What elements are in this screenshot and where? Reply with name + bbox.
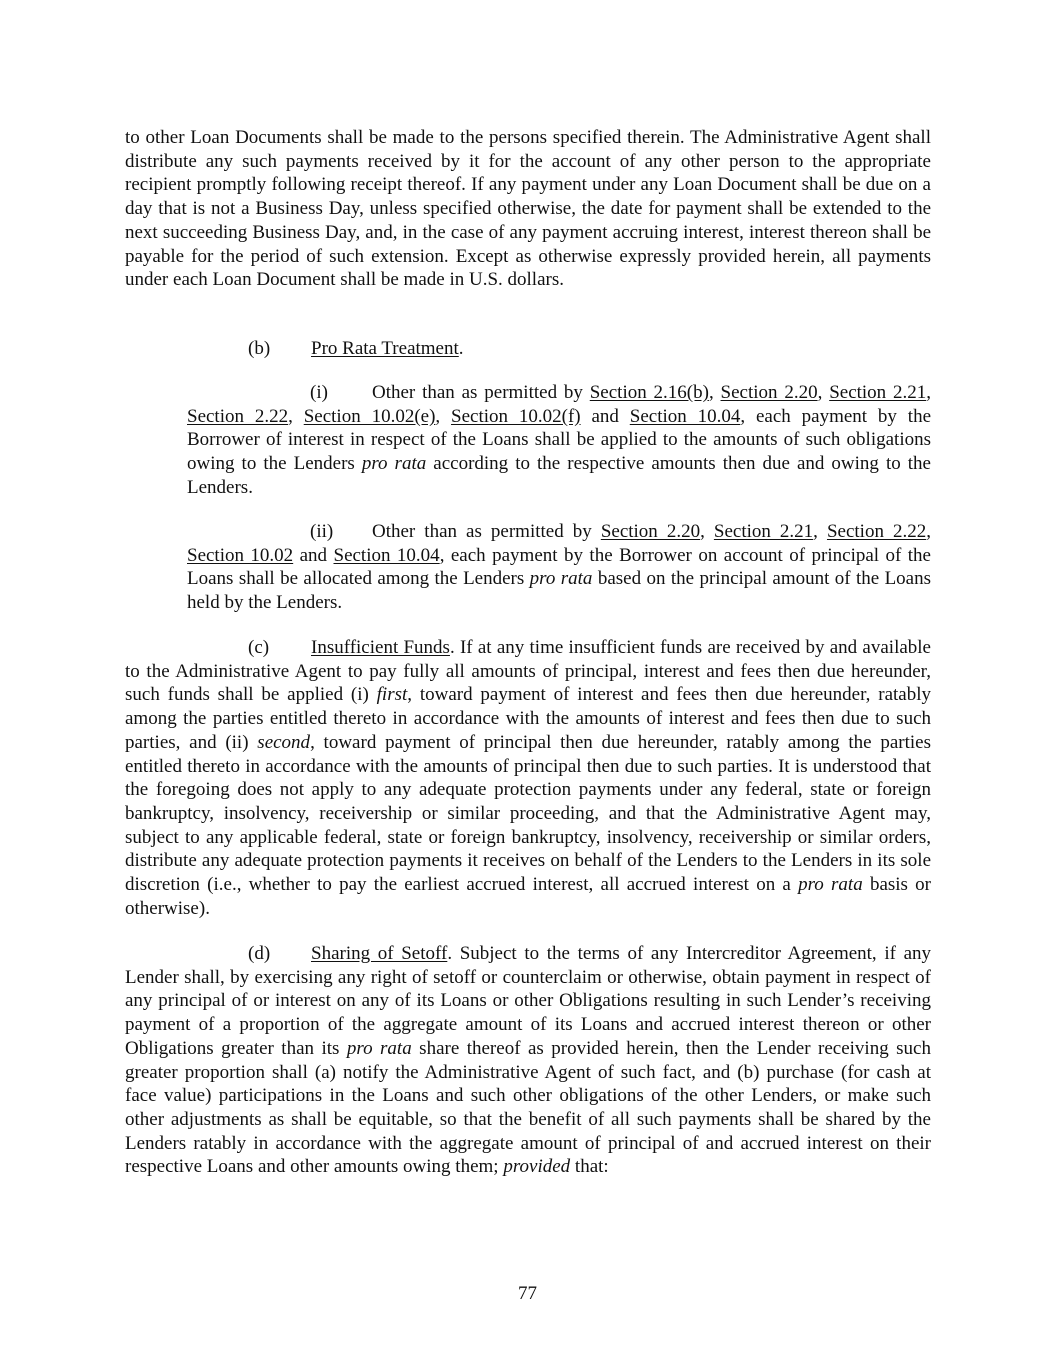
paragraph-c-insufficient-funds [125,636,931,920]
paragraph-label: (c) [248,637,270,658]
text-run: based on the principal amount of the Loans held by the Lenders. [187,568,932,614]
paragraph-b-ii [187,520,931,615]
cross-reference: Section 2.21 [713,521,814,542]
cross-reference: Insufficient Funds [311,637,450,658]
cross-reference: Section 10.02 [187,544,294,566]
paragraph-d-sharing-of-setoff [125,942,931,1179]
text-run: Other than as permitted by [372,382,590,403]
text-run: . [458,338,464,359]
paragraph-label: (d) [248,943,271,964]
cross-reference: Pro Rata Treatment [311,338,459,359]
text-run: , [700,521,714,542]
text-run: basis or otherwise). [125,874,932,919]
text-run: , each payment by the Borrower on account of principal of the Loans shall be allocated among the Lenders [187,544,931,590]
cross-reference: Section 2.22 [187,405,289,427]
paragraph-label: (ii) [310,521,334,542]
cross-reference: Section 10.02(e) [303,405,436,427]
paragraph-label: (i) [310,382,328,403]
text-run: and [293,544,334,566]
text-run: to other Loan Documents shall be made to the persons specified therein. The Administrative Agent shall distribute any such payments received by it for the account of any other person to the appropriate recipient promptly following receipt thereof. If any payment under any Loan Document shall be due on a day that is not a Business Day, unless specified otherwise, the date for payment shall be extended to the next succeeding Business Day, and, in the case of any payment accruing interest, interest thereon shall be payable for the period of such extension. Except as otherwise expressly provided herein, all payments under each Loan Document shall be made in U.S. dollars. [125,127,931,291]
text-run: . If at any time insufficient funds are received by and available to the Administrative Agent to pay fully all amounts of principal, interest and fees then due hereunder, such funds shall be applied (i) [125,637,931,706]
italic-term: pro rata [361,453,427,475]
text-run: , toward payment of interest and fees then due hereunder, ratably among the parties entitled thereto in accordance with the amounts of interest and fees then due to such parties, and (ii) [125,684,931,753]
paragraph-label: (b) [248,338,271,359]
text-run: share thereof as provided herein, then the Lender receiving such greater proportion shall (a) notify the Administrative Agent of such fact, and (b) purchase (for cash at face value) participations in the Loans and such other obligations of the other Lenders, or make such other adjustments as shall be equitable, so that the benefit of all such payments shall be shared by the Lenders ratably in accordance with the aggregate amount of principal of and accrued interest on their respective Loans and other amounts owing them; [125,1037,931,1178]
text-run: , each payment by the Borrower of interest in respect of the Loans shall be applied to the amounts of such obligations owing to the Lenders [187,405,931,475]
italic-term: pro rata [798,874,863,896]
text-run: Other than as permitted by [372,521,601,542]
text-run: , [926,521,931,542]
text-run: , [926,382,932,403]
text-run: and [580,405,630,427]
page-number: 77 [518,1283,537,1304]
cross-reference: Section 2.20 [720,382,818,403]
paragraph-b-i [187,381,931,500]
cross-reference: Section 10.04 [333,544,440,566]
italic-term: second [257,731,311,753]
text-run: , toward payment of principal then due hereunder, ratably among the parties entitled thereto in accordance with the amounts of principal then due to such parties. It is understood that the foregoing does not apply to any adequate protection payments under any federal, state or foreign bankruptcy, insolvency, receivership or similar proceeding, and that the Administrative Agent may, subject to any applicable federal, state or foreign bankruptcy, insolvency, receivership or similar orders, distribute any adequate protection payments it receives on behalf of the Lenders to the Lenders in its sole discretion (i.e., whether to pay the earliest accrued interest, all accrued interest on a [125,731,931,896]
cross-reference: Section 10.04 [629,405,741,427]
text-run: . Subject to the terms of any Intercreditor Agreement, if any Lender shall, by exercising any right of setoff or counterclaim or otherwise, obtain payment in respect of any principal of or interest on any of its Loans or other Obligations resulting in such Lender’s receiving payment of a proportion of the aggregate amount of its Loans and accrued interest thereon or other Obligations greater than its [125,943,931,1059]
text-run: , [817,382,830,403]
italic-term: provided [503,1156,571,1178]
italic-term: pro rata [529,568,593,590]
italic-term: pro rata [346,1037,412,1059]
cross-reference: Section 2.21 [829,382,927,403]
text-run: according to the respective amounts then due and owing to the Lenders. [187,453,931,498]
cross-reference: Section 2.16(b) [589,382,709,403]
text-run: , [288,405,304,427]
text-run: that: [570,1156,609,1178]
cross-reference: Sharing of Setoff [311,943,448,964]
text-run: , [813,521,827,542]
italic-term: first [376,684,408,706]
cross-reference: Section 2.22 [826,521,927,542]
paragraph-payments-continued [125,126,931,292]
text-run: , [435,405,452,427]
paragraph-b-pro-rata-treatment [125,337,931,361]
cross-reference: Section 2.20 [600,521,701,542]
cross-reference: Section 10.02(f) [451,405,581,427]
text-run: , [708,382,721,403]
